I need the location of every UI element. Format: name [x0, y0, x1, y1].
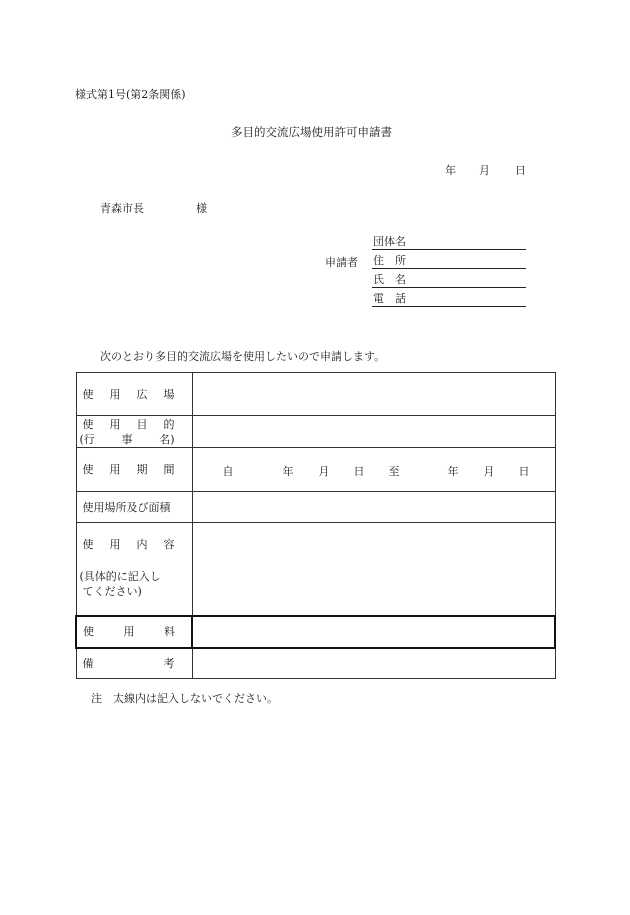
applicant-organization-field[interactable] [372, 235, 526, 250]
table-row [76, 648, 555, 679]
application-table [75, 372, 556, 679]
row-label-fee: 使 用 料 [76, 616, 192, 648]
table-row [76, 616, 555, 648]
remarks-value-cell[interactable] [192, 648, 555, 679]
location-area-value-cell[interactable] [192, 492, 555, 523]
form-number: 様式第1号(第2条関係) [75, 88, 186, 101]
venue-value-cell[interactable] [192, 373, 555, 416]
content-value-cell[interactable] [192, 523, 555, 616]
table-row [76, 448, 555, 492]
document-title: 多目的交流広場使用許可申請書 [231, 125, 392, 139]
row-label-remarks: 備 考 [76, 648, 192, 679]
table-row [76, 492, 555, 523]
row-label-venue: 使 用 広 場 [76, 373, 192, 416]
field-label: 氏 名 [373, 273, 406, 286]
period-from: 自 [222, 465, 234, 478]
fee-value-cell [192, 616, 555, 648]
row-label-period: 使 用 期 間 [76, 448, 192, 492]
period-from-month: 月 [318, 465, 330, 478]
field-label: 住 所 [373, 254, 406, 267]
date-month: 月 [479, 164, 490, 177]
row-label-location-area: 使用場所及び面積 [76, 492, 192, 523]
purpose-value-cell[interactable] [192, 416, 555, 448]
period-from-day: 日 [353, 465, 365, 478]
field-label: 電 話 [373, 292, 406, 305]
table-row [76, 373, 555, 416]
period-to: 至 [388, 465, 400, 478]
addressee-name: 青森市長 [100, 202, 144, 215]
row-label-content: 使 用 内 容 (具体的に記入し てください) [76, 523, 192, 616]
period-from-year: 年 [282, 465, 294, 478]
applicant-label: 申請者 [325, 256, 358, 269]
addressee-honorific: 様 [196, 202, 207, 215]
applicant-address-field[interactable] [372, 254, 526, 269]
period-value-cell[interactable] [192, 448, 555, 492]
table-row [76, 416, 555, 448]
applicant-phone-field[interactable] [372, 292, 526, 307]
period-to-month: 月 [483, 465, 495, 478]
field-label: 団体名 [373, 235, 406, 248]
row-label-purpose: 使 用 目 的 (行 事 名) [76, 416, 192, 448]
date-day: 日 [515, 164, 526, 177]
period-to-year: 年 [447, 465, 459, 478]
applicant-name-field[interactable] [372, 273, 526, 288]
intro-text: 次のとおり多目的交流広場を使用したいので申請します。 [100, 350, 386, 363]
table-row [76, 523, 555, 616]
period-to-day: 日 [518, 465, 530, 478]
date-year: 年 [445, 164, 456, 177]
footnote: 注 太線内は記入しないでください。 [91, 692, 278, 705]
